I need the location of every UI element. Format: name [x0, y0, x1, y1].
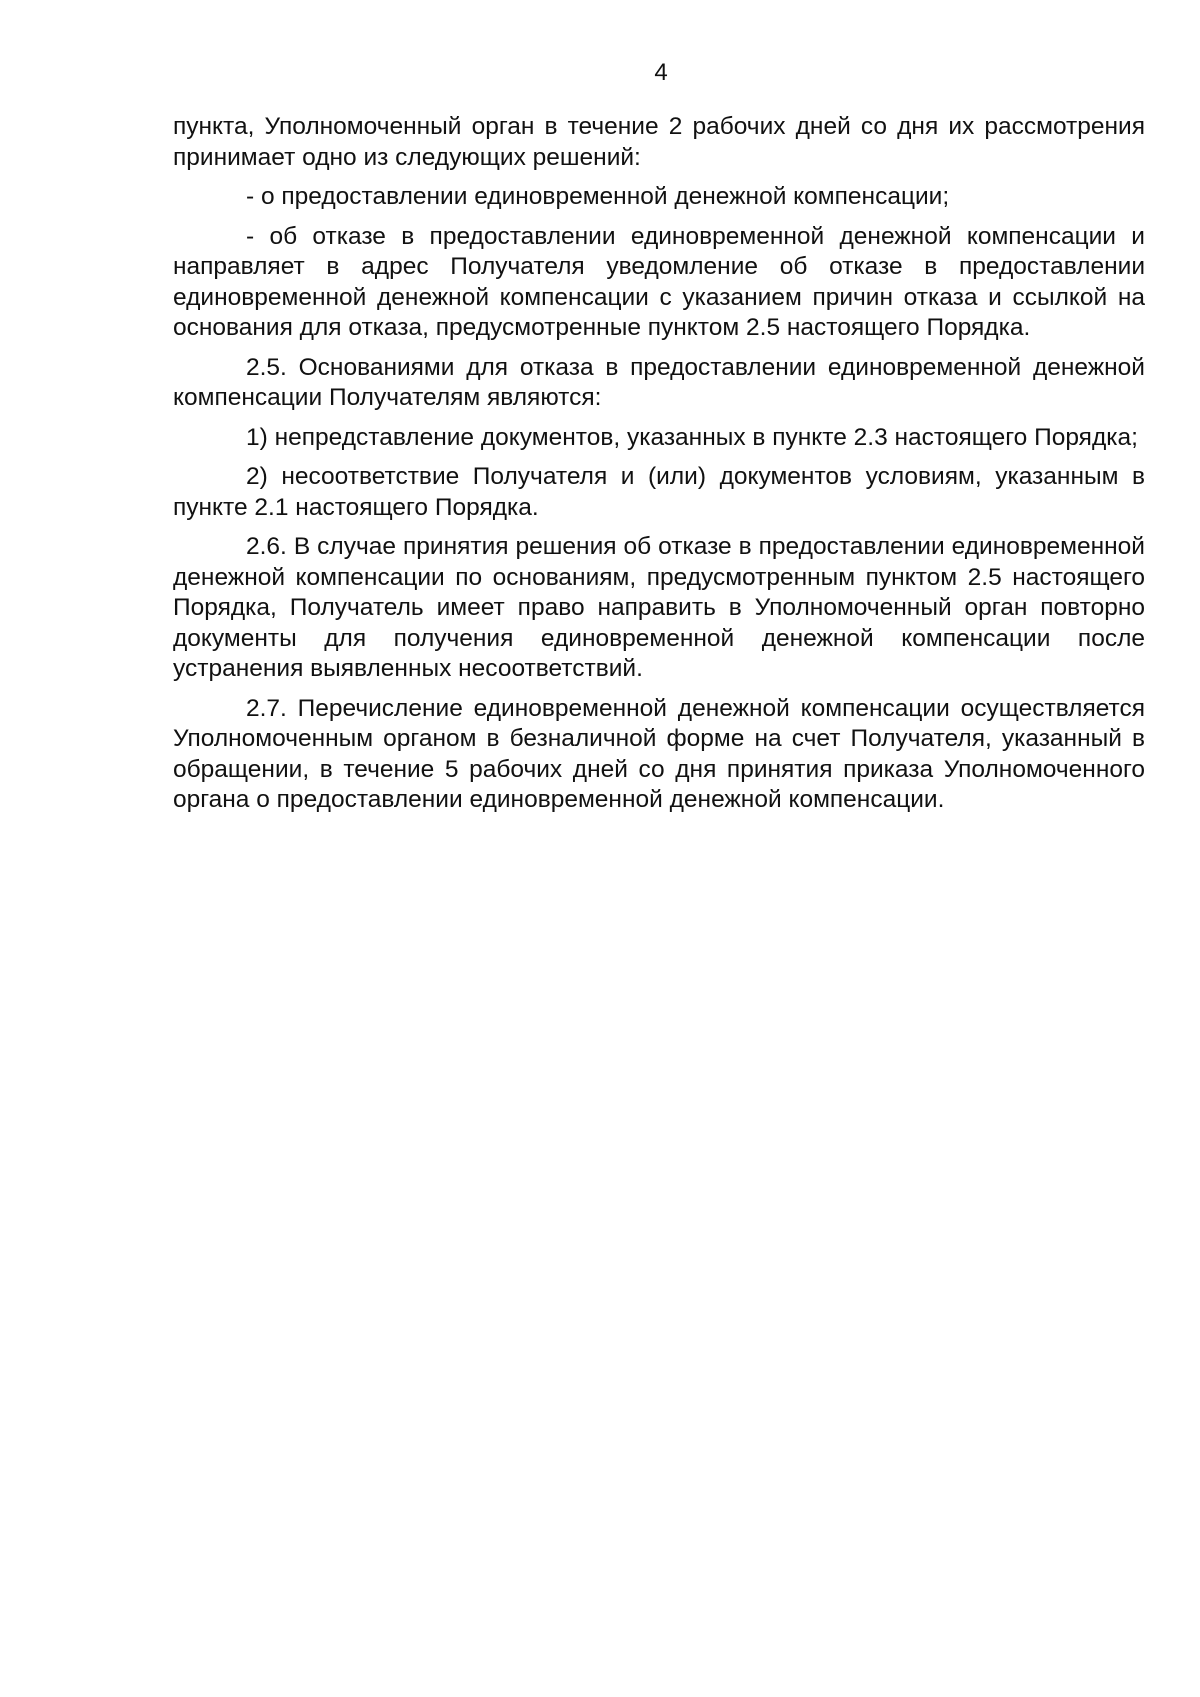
- page-number: 4: [654, 59, 668, 86]
- paragraph-2-5-item-1: 1) непредставление документов, указанных в пункте 2.3 настоящего Порядка;: [246, 423, 1138, 451]
- paragraph-2-5: 2.5. Основаниями для отказа в предоставлении единовременной денежной компенсации Получателям являются:: [173, 353, 1145, 411]
- paragraph-2-6: 2.6. В случае принятия решения об отказе в предоставлении единовременной денежной компенсации по основаниям, предусмотренным пунктом 2.5 настоящего Порядка, Получатель имеет право направить в Уполномоченный орган повторно документы для получения единовременной денежной компенсации после устранения выявленных несоответствий.: [173, 533, 1145, 682]
- paragraph-decision-grant: - о предоставлении единовременной денежной компенсации;: [246, 183, 950, 210]
- paragraph-2-5-item-2: 2) несоответствие Получателя и (или) документов условиям, указанным в пункте 2.1 настоящего Порядка.: [173, 463, 1145, 521]
- document-body: [173, 112, 1145, 825]
- paragraph-decision-refusal: - об отказе в предоставлении единовременной денежной компенсации и направляет в адрес Получателя уведомление об отказе в предоставлении единовременной денежной компенсации с указанием причин отказа и ссылкой на основания для отказа, предусмотренные пунктом 2.5 настоящего Порядка.: [173, 222, 1145, 341]
- paragraph-continuation: пункта, Уполномоченный орган в течение 2 рабочих дней со дня их рассмотрения принимает одно из следующих решений:: [173, 113, 1145, 171]
- paragraph-2-7: 2.7. Перечисление единовременной денежной компенсации осуществляется Уполномоченным органом в безналичной форме на счет Получателя, указанный в обращении, в течение 5 рабочих дней со дня принятия приказа Уполномоченного органа о предоставлении единовременной денежной компенсации.: [173, 694, 1145, 813]
